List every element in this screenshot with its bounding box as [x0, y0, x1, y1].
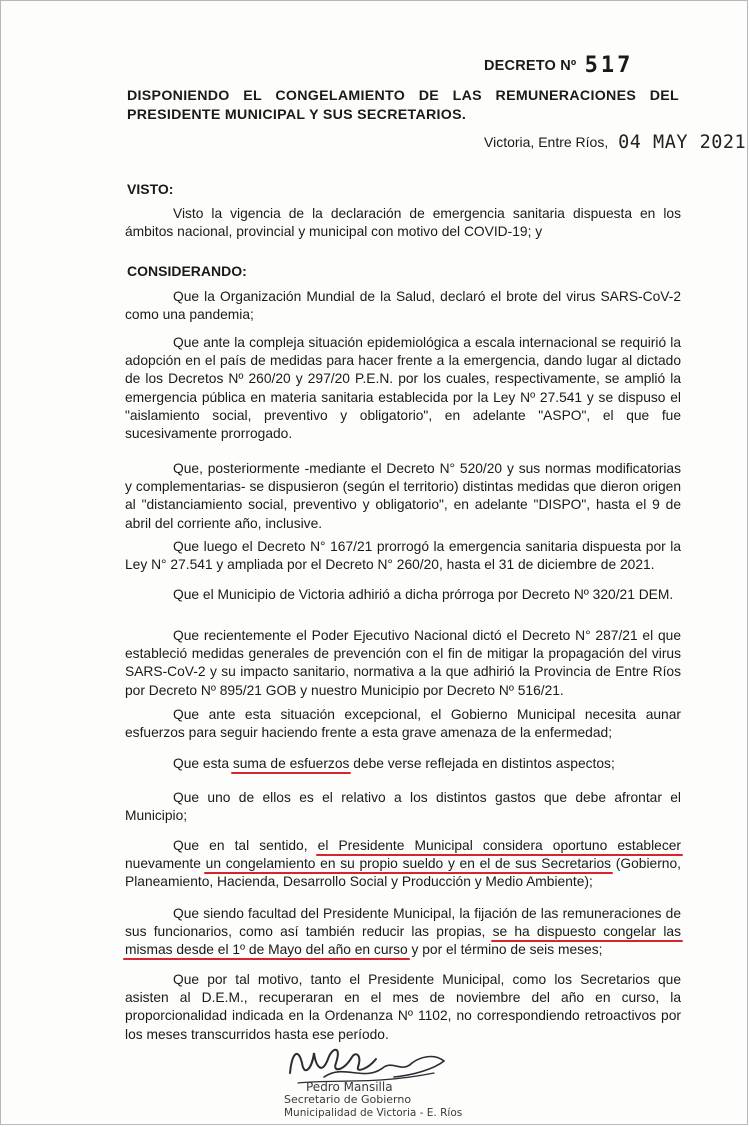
underlined-phrase: un congelamiento en su propio sueldo y en el de sus Secretarios: [205, 856, 612, 872]
considerando-paragraph-6: [125, 627, 681, 700]
decree-title: DISPONIENDO EL CONGELAMIENTO DE LAS REMUNERACIONES DEL PRESIDENTE MUNICIPAL Y SUS SECRETARIOS.: [127, 88, 679, 123]
paragraph-text: Que esta: [173, 756, 233, 771]
signatory-name: Pedro Mansilla: [306, 1080, 393, 1094]
decree-number-line: [484, 51, 633, 76]
paragraph-text: Que ante la compleja situación epidemiológica a escala internacional se requirió la adopción en el país de medidas para hacer frente a la emergencia, dando lugar al dictado de los Decretos Nº 260/20 y 297/20 P.E.N. por los cuales, respectivamente, se amplió la emergencia pública en materia sanitaria establecida por la Ley Nº 27.541 y se dispuso el "aislamiento social, preventivo y obligatorio", en adelante "ASPO", el que fue sucesivamente prorrogado.: [125, 335, 681, 442]
considerando-paragraph-10: [125, 837, 681, 892]
underlined-phrase: suma de esfuerzos: [232, 756, 350, 771]
paragraph-text: Que uno de ellos es el relativo a los distintos gastos que debe afrontar el Municipio;: [125, 790, 681, 824]
signature-block: [256, 1031, 466, 1125]
considerando-paragraph-11: [125, 905, 681, 960]
considerando-paragraph-2: [125, 334, 681, 443]
signatory-role: Secretario de Gobierno: [284, 1093, 412, 1106]
decree-number: 517: [584, 53, 634, 78]
considerando-heading: CONSIDERANDO:: [127, 263, 247, 279]
visto-heading: VISTO:: [127, 181, 174, 197]
paragraph-text: debe verse reflejada en distintos aspectos;: [349, 756, 615, 771]
considerando-paragraph-7: [125, 706, 681, 742]
paragraph-text: Que en tal sentido,: [173, 838, 318, 853]
decree-label: DECRETO Nº: [484, 58, 577, 74]
considerando-paragraph-8: [125, 755, 681, 773]
paragraph-text: Que luego el Decreto N° 167/21 prorrogó la emergencia sanitaria dispuesta por la Ley N° 27.541 y ampliada por el Decreto N° 260/20, hasta el 31 de diciembre de 2021.: [125, 539, 681, 573]
considerando-paragraph-3: [125, 460, 681, 533]
place-text: Victoria, Entre Ríos,: [484, 134, 609, 150]
considerando-paragraph-1: [125, 288, 681, 324]
considerando-paragraph-9: [125, 789, 681, 825]
underlined-phrase: mismas desde el 1º de Mayo del año en curso: [125, 942, 408, 958]
place-date-line: [484, 131, 746, 152]
paragraph-text: Que por tal motivo, tanto el Presidente Municipal, como los Secretarios que asisten al D.E.M., recuperaran en el mes de noviembre del año en curso, la proporcionalidad indicada en la Ordenanza Nº 1102, no correspondiendo retroactivos por los meses transcurridos hasta ese período.: [125, 972, 681, 1042]
visto-paragraph: [125, 205, 681, 241]
date-stamp: 04 MAY 2021: [618, 132, 747, 153]
considerando-paragraph-5: [125, 586, 681, 604]
paragraph-text: Que recientemente el Poder Ejecutivo Nacional dictó el Decreto N° 287/21 el que estableció medidas generales de prevención con el fin de mitigar la propagación del virus SARS-CoV-2 y su impacto sanitario, normativa a la que adhirió la Provincia de Entre Ríos por Decreto Nº 895/21 GOB y nuestro Municipio por Decreto Nº 516/21.: [125, 628, 681, 698]
paragraph-text: Que ante esta situación excepcional, el Gobierno Municipal necesita aunar esfuerzos para seguir haciendo frente a esta grave amenaza de la enfermedad;: [125, 707, 681, 741]
paragraph-text: nuevamente: [125, 856, 206, 872]
paragraph-text: y por el término de seis meses;: [407, 942, 603, 958]
paragraph-text: Que, posteriormente -mediante el Decreto N° 520/20 y sus normas modificatorias y complementarias- se dispusieron (según el territorio) distintas medidas que dieron origen al "distanciamiento social, preventivo y obligatorio", en adelante "DISPO", hasta el 9 de abril del corriente año, inclusive.: [125, 461, 681, 531]
underlined-phrase: se ha dispuesto congelar las: [492, 924, 681, 940]
underlined-phrase: el Presidente Municipal considera oportuno establecer: [317, 838, 681, 853]
signatory-office: Municipalidad de Victoria - E. Ríos: [284, 1107, 463, 1119]
paragraph-text: Que el Municipio de Victoria adhirió a dicha prórroga por Decreto Nº 320/21 DEM.: [173, 587, 674, 602]
paragraph-text: Que la Organización Mundial de la Salud, declaró el brote del virus SARS-CoV-2 como una pandemia;: [125, 289, 681, 323]
paragraph-text: Que siendo facultad del Presidente Municipal, la fijación de las remuneraciones de sus funcionarios, como así también reducir las propias,: [125, 906, 681, 940]
paragraph-text: (Gobierno, Planeamiento, Hacienda, Desarrollo Social y Producción y Medio Ambiente);: [125, 856, 681, 890]
visto-text: Visto la vigencia de la declaración de emergencia sanitaria dispuesta en los ámbitos nacional, provincial y municipal con motivo del COVID-19; y: [125, 206, 681, 240]
considerando-paragraph-4: [125, 538, 681, 574]
